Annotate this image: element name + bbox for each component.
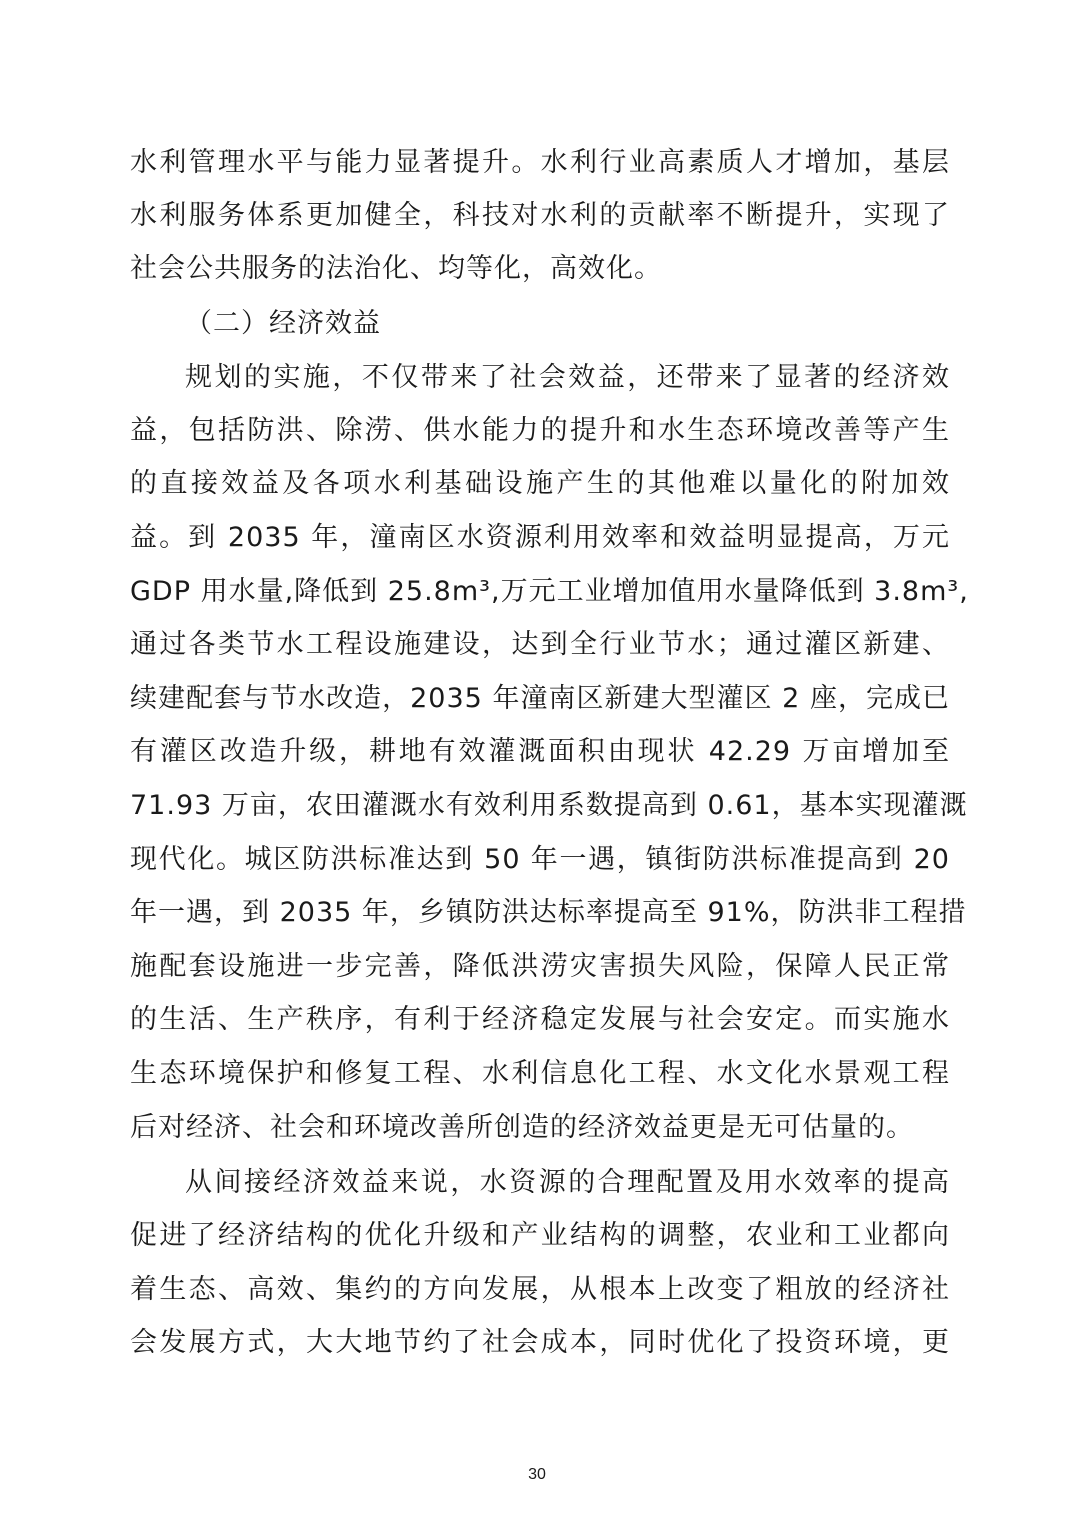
paragraph-line: 着生态、高效、集约的方向发展，从根本上改变了粗放的经济社 xyxy=(130,1274,950,1305)
page-number: 30 xyxy=(528,1466,546,1483)
paragraph-line: 年一遇，到 2035 年，乡镇防洪达标率提高至 91%，防洪非工程措 xyxy=(130,897,967,928)
paragraph-line: 现代化。城区防洪标准达到 50 年一遇，镇街防洪标准提高到 20 xyxy=(130,844,950,875)
paragraph-line: 水利管理水平与能力显著提升。水利行业高素质人才增加，基层 xyxy=(130,147,950,178)
paragraph-line: 从间接经济效益来说，水资源的合理配置及用水效率的提高 xyxy=(185,1167,950,1198)
paragraph-line: 的生活、生产秩序，有利于经济稳定发展与社会安定。而实施水 xyxy=(130,1004,950,1035)
paragraph-line: 生态环境保护和修复工程、水利信息化工程、水文化水景观工程 xyxy=(130,1058,950,1089)
paragraph-line: 社会公共服务的法治化、均等化，高效化。 xyxy=(130,253,662,284)
paragraph-line: 后对经济、社会和环境改善所创造的经济效益更是无可估量的。 xyxy=(130,1112,914,1143)
section-heading: （二）经济效益 xyxy=(185,308,381,339)
paragraph-line: 益。到 2035 年，潼南区水资源利用效率和效益明显提高，万元 xyxy=(130,522,950,553)
paragraph-line: 施配套设施进一步完善，降低洪涝灾害损失风险，保障人民正常 xyxy=(130,951,950,982)
paragraph-line: 通过各类节水工程设施建设，达到全行业节水；通过灌区新建、 xyxy=(130,629,950,660)
paragraph-line: 益，包括防洪、除涝、供水能力的提升和水生态环境改善等产生 xyxy=(130,415,950,446)
paragraph-line: 会发展方式，大大地节约了社会成本，同时优化了投资环境，更 xyxy=(130,1327,950,1358)
paragraph-line: 续建配套与节水改造，2035 年潼南区新建大型灌区 2 座，完成已 xyxy=(130,683,950,714)
paragraph-line: 促进了经济结构的优化升级和产业结构的调整，农业和工业都向 xyxy=(130,1220,950,1251)
paragraph-line: 的直接效益及各项水利基础设施产生的其他难以量化的附加效 xyxy=(130,468,950,499)
paragraph-line: 水利服务体系更加健全，科技对水利的贡献率不断提升，实现了 xyxy=(130,200,950,231)
paragraph-line: 71.93 万亩，农田灌溉水有效利用系数提高到 0.61，基本实现灌溉 xyxy=(130,790,968,821)
paragraph-line: 规划的实施，不仅带来了社会效益，还带来了显著的经济效 xyxy=(185,362,950,393)
paragraph-line: GDP 用水量,降低到 25.8m³,万元工业增加值用水量降低到 3.8m³, xyxy=(130,576,969,607)
paragraph-line: 有灌区改造升级，耕地有效灌溉面积由现状 42.29 万亩增加至 xyxy=(130,736,950,767)
